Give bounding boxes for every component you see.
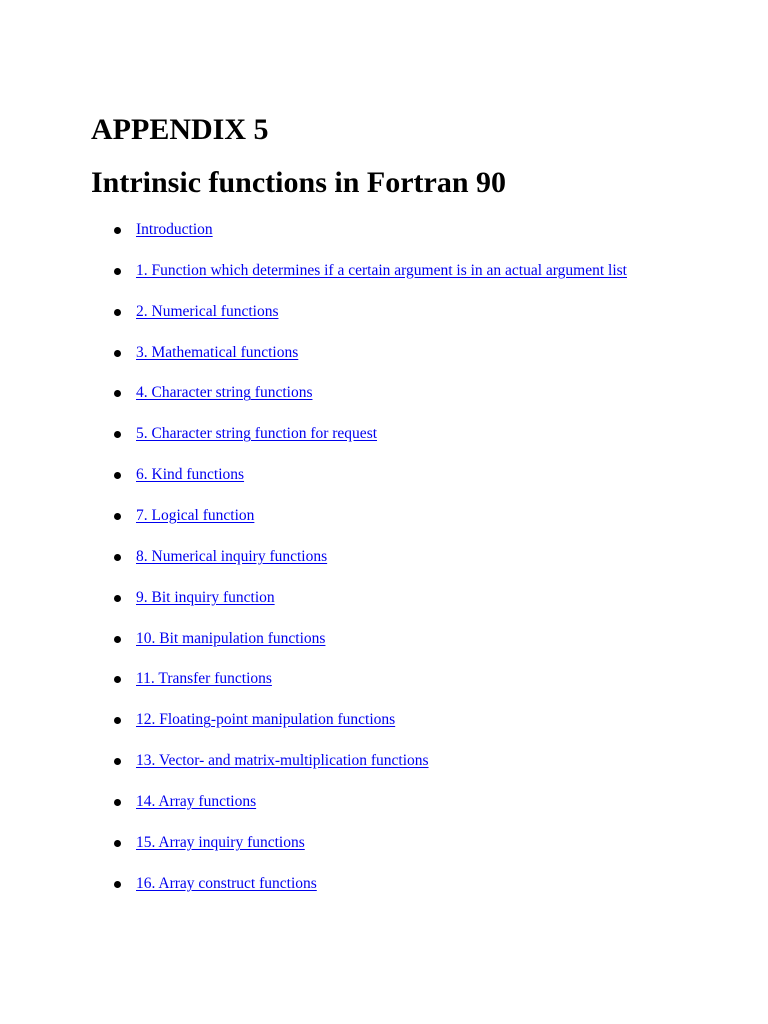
toc-item-15 [0,830,627,871]
bullet-icon [114,840,121,847]
toc-link-10[interactable]: 10. Bit manipulation functions [136,629,326,647]
toc-link-15[interactable]: 15. Array inquiry functions [136,833,305,851]
bullet-icon [114,881,121,888]
bullet-icon [114,676,121,683]
bullet-icon [114,309,121,316]
toc-item-8 [0,544,627,585]
toc-item-9 [0,585,627,626]
toc-link-16[interactable]: 16. Array construct functions [136,874,317,892]
toc-item-14 [0,789,627,830]
toc-item-2 [0,299,627,340]
toc-link-1[interactable]: 1. Function which determines if a certain argument is in an actual argument list [136,261,627,279]
page-title: Intrinsic functions in Fortran 90 [91,166,507,199]
toc-item-12 [0,707,627,748]
toc-item-7 [0,503,627,544]
toc-item-3 [0,340,627,381]
toc-link-introduction[interactable]: Introduction [136,221,213,238]
bullet-icon [114,758,121,765]
toc-link-7[interactable]: 7. Logical function [136,507,255,525]
bullet-icon [114,268,121,275]
toc-link-6[interactable]: 6. Kind functions [136,466,245,484]
toc-item-10 [0,626,627,667]
toc-item-13 [0,748,627,789]
toc-link-11[interactable]: 11. Transfer functions [136,670,272,688]
bullet-icon [114,595,121,602]
toc-link-4[interactable]: 4. Character string functions [136,384,313,402]
bullet-icon [114,350,121,357]
toc-item-16 [0,871,627,912]
toc-link-13[interactable]: 13. Vector- and matrix-multiplication functions [136,752,429,770]
toc-item-6 [0,462,627,503]
bullet-icon [114,799,121,806]
toc-item-5 [0,421,627,462]
bullet-icon [114,636,121,643]
bullet-icon [114,431,121,438]
toc-item-introduction [0,217,627,258]
bullet-icon [114,227,121,234]
toc-link-9[interactable]: 9. Bit inquiry function [136,588,275,606]
bullet-icon [114,390,121,397]
toc-link-2[interactable]: 2. Numerical functions [136,302,279,320]
bullet-icon [114,554,121,561]
bullet-icon [114,513,121,520]
toc-link-12[interactable]: 12. Floating-point manipulation functions [136,711,396,729]
bullet-icon [114,717,121,724]
bullet-icon [114,472,121,479]
toc-item-1 [0,258,627,299]
toc-link-14[interactable]: 14. Array functions [136,793,257,811]
toc-item-11 [0,666,627,707]
toc-link-5[interactable]: 5. Character string function for request [136,425,378,443]
toc-link-8[interactable]: 8. Numerical inquiry functions [136,547,328,565]
appendix-heading: APPENDIX 5 [91,113,269,146]
toc-link-3[interactable]: 3. Mathematical functions [136,343,299,361]
toc-item-4 [0,380,627,421]
table-of-contents [0,217,627,912]
